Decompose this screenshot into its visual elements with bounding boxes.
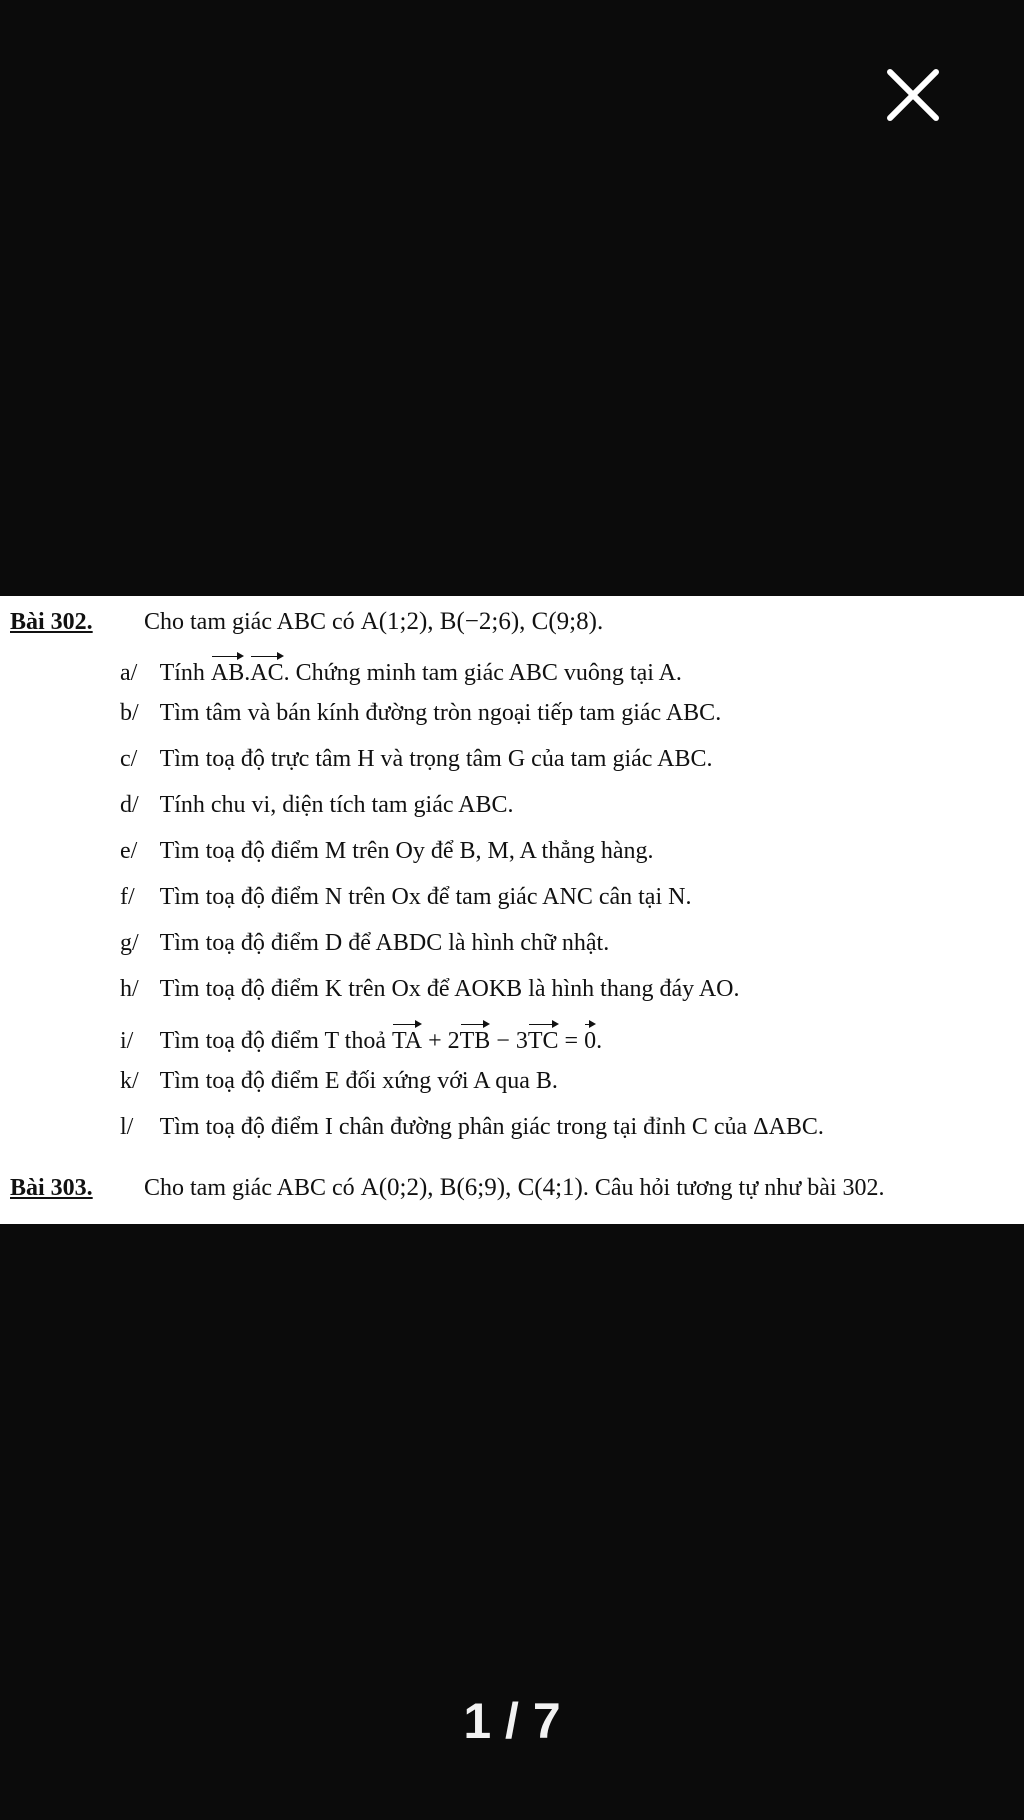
- problem-302-item-a: [120, 654, 682, 687]
- problem-302-coords: A(1;2), B(−2;6), C(9;8).: [360, 608, 604, 635]
- item-text: Tính chu vi, diện tích tam giác ABC.: [159, 792, 514, 818]
- item-letter: a/: [120, 660, 138, 686]
- item-text: Tìm toạ độ điểm M trên Oy để B, M, A thẳng hàng.: [159, 838, 654, 864]
- item-letter: e/: [120, 838, 138, 864]
- problem-302-item-f: [120, 884, 691, 911]
- item-letter: l/: [120, 1114, 134, 1140]
- problem-302-item-l: [120, 1114, 824, 1141]
- problem-303-coords: A(0;2), B(6;9), C(4;1): [360, 1174, 583, 1201]
- problem-303-intro: Cho tam giác ABC có: [144, 1175, 355, 1201]
- item-letter: b/: [120, 700, 139, 726]
- item-text: Tìm toạ độ điểm D để ABDC là hình chữ nhật.: [159, 930, 610, 956]
- operator: =: [558, 1028, 585, 1054]
- problem-302-intro: Cho tam giác ABC có: [144, 609, 355, 635]
- operator: − 3: [490, 1028, 528, 1054]
- problem-302-item-k: [120, 1068, 558, 1095]
- vector-ac: AC: [250, 654, 283, 687]
- problem-302-item-c: [120, 746, 712, 773]
- vector-ta: TA: [392, 1022, 422, 1055]
- problem-302-item-b: [120, 700, 721, 727]
- document-page-image: [0, 596, 1024, 1224]
- problem-302-item-i: [120, 1022, 602, 1055]
- problem-303: [10, 1174, 885, 1202]
- item-text: Tính: [159, 660, 205, 686]
- item-text: Tìm toạ độ điểm N trên Ox để tam giác ANC cân tại N.: [159, 884, 692, 910]
- item-letter: k/: [120, 1068, 139, 1094]
- page-indicator: 1 / 7: [463, 1693, 561, 1749]
- item-letter: f/: [120, 884, 135, 910]
- problem-302-label: Bài 302.: [10, 609, 93, 635]
- item-text: Tìm toạ độ điểm I chân đường phân giác trong tại đỉnh C của ΔABC.: [159, 1114, 824, 1140]
- problem-302-item-g: [120, 930, 609, 957]
- problem-302-item-d: [120, 792, 514, 819]
- problem-302-header: [10, 608, 603, 636]
- zero-vector: 0: [584, 1022, 596, 1055]
- problem-303-label: Bài 303.: [10, 1175, 93, 1201]
- item-letter: c/: [120, 746, 138, 772]
- item-letter: i/: [120, 1028, 134, 1054]
- item-text: . Chứng minh tam giác ABC vuông tại A.: [283, 660, 682, 686]
- item-text: Tìm tâm và bán kính đường tròn ngoại tiếp tam giác ABC.: [159, 700, 722, 726]
- item-text: Tìm toạ độ điểm T thoả: [159, 1028, 386, 1054]
- item-letter: h/: [120, 976, 139, 1002]
- item-text: Tìm toạ độ điểm K trên Ox để AOKB là hình thang đáy AO.: [159, 976, 740, 1002]
- operator: + 2: [422, 1028, 460, 1054]
- vector-tb: TB: [460, 1022, 491, 1055]
- item-letter: g/: [120, 930, 139, 956]
- item-text: Tìm toạ độ trực tâm H và trọng tâm G của tam giác ABC.: [159, 746, 713, 772]
- vector-tc: TC: [528, 1022, 559, 1055]
- dot-product-sign: .: [244, 660, 251, 686]
- vector-ab: AB: [211, 654, 244, 687]
- problem-302-item-e: [120, 838, 654, 865]
- close-icon: [880, 62, 946, 128]
- close-button[interactable]: [880, 62, 946, 128]
- item-text: .: [596, 1028, 603, 1054]
- item-letter: d/: [120, 792, 139, 818]
- problem-303-post: . Câu hỏi tương tự như bài 302.: [582, 1175, 885, 1201]
- item-text: Tìm toạ độ điểm E đối xứng với A qua B.: [159, 1068, 558, 1094]
- problem-302-item-h: [120, 976, 740, 1003]
